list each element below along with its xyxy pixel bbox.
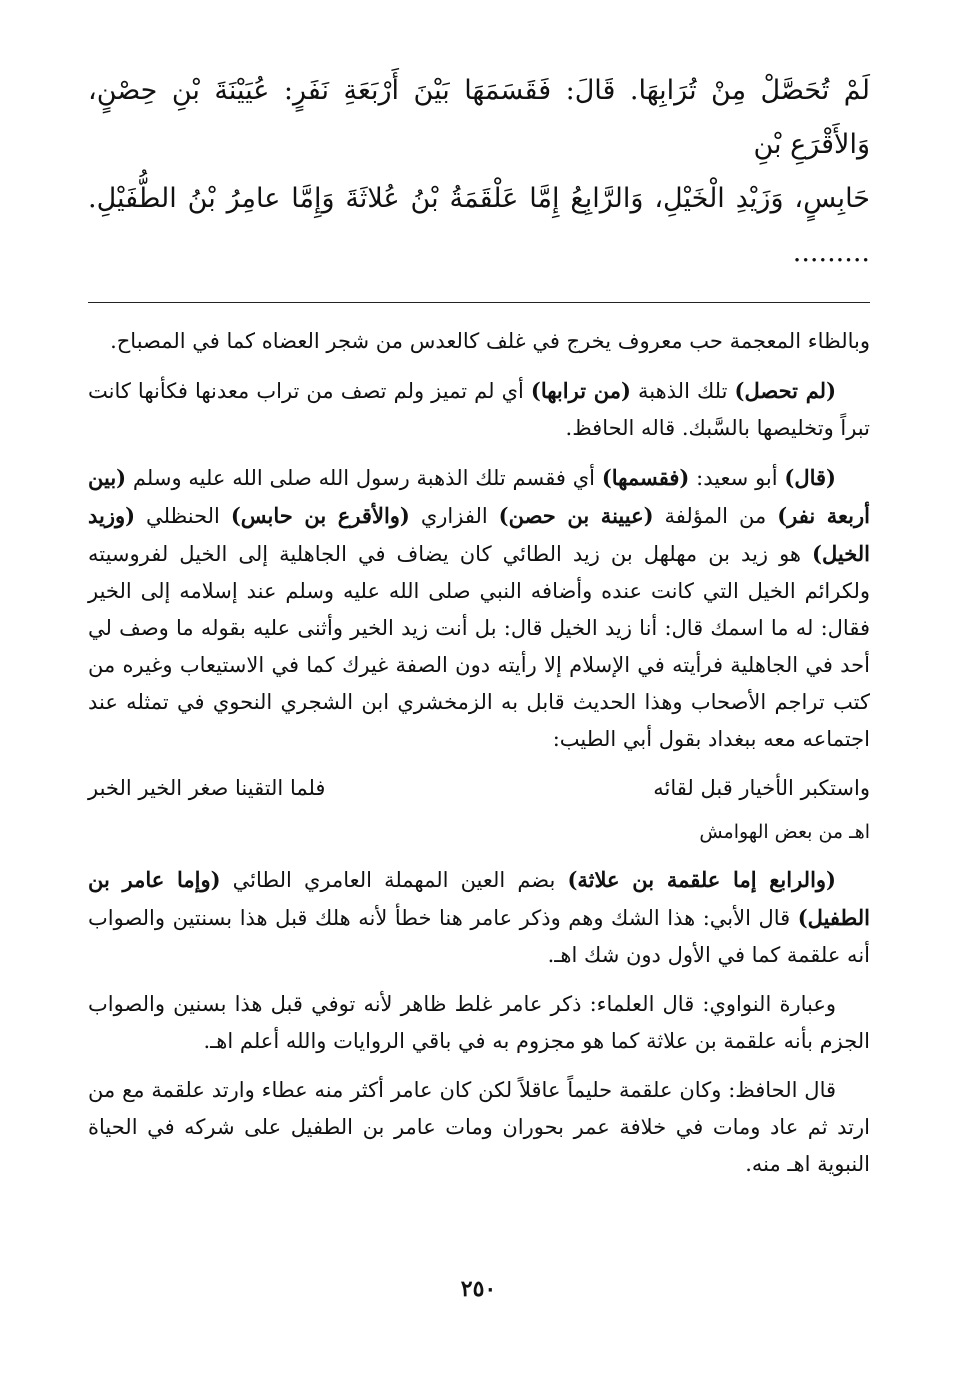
hadith-line-2	[88, 172, 870, 280]
commentary-text: من المؤلفة	[653, 504, 778, 528]
commentary-paragraph-4	[88, 861, 870, 974]
commentary-paragraph-2	[88, 372, 870, 447]
commentary-text: تلك الذهبة	[630, 379, 735, 403]
commentary-text: أي فقسم تلك الذهبة رسول الله صلى الله عليه وسلم	[126, 466, 602, 490]
commentary	[88, 323, 870, 1183]
quoted-term: (عيينة بن حصن)	[498, 503, 654, 528]
commentary-text: أبو سعيد:	[689, 466, 785, 490]
quoted-term: (لم تحصل)	[734, 378, 837, 403]
commentary-text: بضم العين المهملة العامري الطائي	[220, 868, 568, 892]
poetry-verse	[88, 770, 870, 807]
verse-hemistich-1: واستكبر الأخيار قبل لقائه	[653, 776, 870, 800]
hadith-line-1: لَمْ تُحَصَّلْ مِنْ تُرَابِهَا. قَالَ: فَقَسَمَهَا بَيْنَ أَرْبَعَةِ نَفَرٍ: عُيَيْنَةَ بْنِ حِصْنٍ، وَالأَقْرَعِ بْنِ	[88, 75, 870, 160]
quoted-term: (والرابع إما علقمة بن علاثة)	[567, 867, 836, 892]
commentary-paragraph-6: قال الحافظ: وكان علقمة حليماً عاقلاً لكن كان عامر أكثر منه عطاء وارتد علقمة مع من ارتد ثم عاد ومات في خلافة عمر بحوران ومات عامر بن الطفيل على شركه في الحياة النبوية اهـ منه.	[88, 1078, 870, 1176]
quoted-term: (فقسمها)	[601, 465, 690, 490]
commentary-text: قال الأبي: هذا الشك وهم وذكر عامر هنا خطأ لأنه هلك قبل هذا بسنتين والصواب أنه علقمة كما في الأول دون شك اهـ.	[88, 906, 870, 967]
verse-source-note: اهـ من بعض الهوامش	[699, 821, 870, 843]
commentary-text: الحنظلي	[135, 504, 231, 528]
quoted-term: (وإما عامر بن الطفيل)	[88, 867, 870, 930]
commentary-text: الفزاري	[409, 504, 499, 528]
quoted-term: (وزيد الخيل)	[88, 503, 870, 566]
verse-hemistich-2: فلما التقينا صغر الخير الخبر	[88, 776, 326, 800]
commentary-paragraph-1: وبالظاء المعجمة حب معروف يخرج في غلف كالعدس من شجر العضاه كما في المصباح.	[110, 329, 870, 353]
quoted-term: (والأقرع بن حابس)	[230, 503, 410, 528]
hadith-line-2-text: حَابِسٍ، وَزَيْدِ الْخَيْلِ، وَالرَّابِعُ إِمَّا عَلْقَمَةُ بْنُ عُلاثَةَ وَإِمَّا عامِرُ بْنُ الطُّفَيْلِ.	[88, 183, 870, 214]
separator-line	[88, 302, 870, 303]
quoted-term: (قال)	[784, 465, 836, 490]
commentary-paragraph-3	[88, 459, 870, 758]
commentary-paragraph-5: وعبارة النواوي: قال العلماء: ذكر عامر غلط ظاهر لأنه توفي قبل هذا بسنين والصواب الجزم بأنه علقمة بن علاثة كما هو مجزوم به في باقي الروايات والله أعلم اهـ.	[88, 992, 870, 1053]
quoted-term: (بين أربعة نفر)	[88, 465, 870, 528]
page-number: ٢٥٠	[460, 1276, 497, 1302]
hadith-text	[88, 64, 870, 280]
quoted-term: (من ترابها)	[530, 378, 631, 403]
commentary-text: هو زيد بن مهلهل بن زيد الطائي كان يضاف في الجاهلية إلى الخيل لفروسيته ولكرائم الخيل التي كانت عنده وأضافه النبي صلى الله عليه وسلم عند إسلامه إلى الخير فقال: له ما اسمك قال: أنا زيد الخيل قال: بل أنت زيد الخير وأثنى عليه بقوله ما وصف لي أحد في الجاهلية فرأيته في الإسلام إلا رأيته دون الصفة غيرك كما في الاستيعاب وغيره من كتب تراجم الأصحاب وهذا الحديث قابل به الزمخشري ابن الشجري النحوي في تمثله عند اجتماعه معه ببغداد بقول أبي الطيب:	[88, 542, 870, 751]
ellipsis: .........	[792, 237, 870, 268]
commentary-text: أي لم تميز ولم تصف من تراب معدنها فكأنها كانت تبراً وتخليصها بالسَّبك. قاله الحافظ.	[88, 379, 870, 440]
page-body	[88, 64, 870, 1195]
